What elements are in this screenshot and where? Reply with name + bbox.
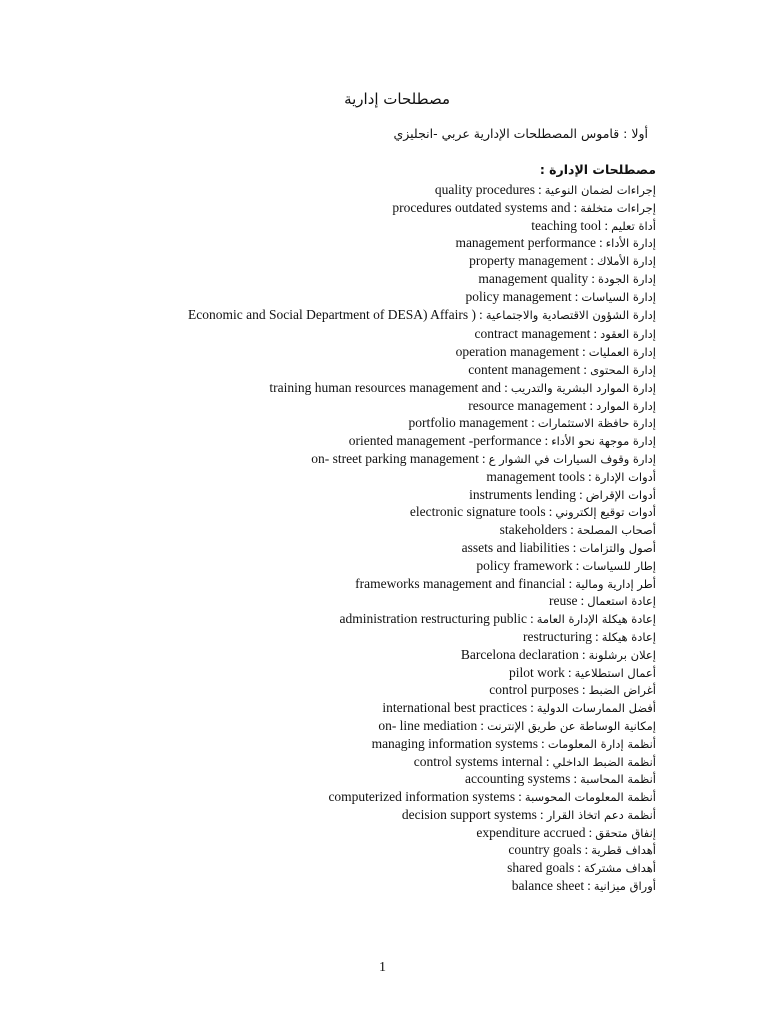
arabic-term: أنظمة إدارة المعلومات — [547, 736, 656, 751]
glossary-entry — [116, 823, 656, 841]
term-separator: : — [591, 270, 596, 286]
glossary-entry — [116, 752, 656, 770]
term-separator: : — [584, 842, 589, 858]
english-term: decision support systems — [401, 806, 537, 822]
glossary-entry — [116, 609, 656, 627]
english-term: Economic and Social Department of DESA) Affairs ) — [187, 306, 477, 322]
english-term: balance sheet — [511, 878, 585, 894]
term-separator: : — [479, 306, 483, 322]
glossary-entry — [116, 502, 656, 520]
arabic-term: أدوات توقيع إلكتروني — [555, 505, 656, 520]
english-term: training human resources management and — [269, 379, 502, 395]
arabic-term: أفضل الممارسات الدولية — [536, 701, 656, 716]
term-separator: : — [588, 468, 592, 484]
glossary-entry — [116, 520, 656, 538]
page-title: مصطلحات إدارية — [344, 90, 450, 108]
english-term: pilot work — [509, 664, 565, 680]
glossary-entry — [116, 251, 656, 269]
arabic-term: إعادة هيكلة — [601, 629, 656, 644]
glossary-entry — [116, 324, 656, 342]
english-term: control systems internal — [413, 753, 543, 769]
english-term: accounting systems — [465, 771, 571, 787]
term-separator: : — [604, 217, 609, 233]
arabic-term: أدوات الإقراض — [585, 487, 656, 502]
english-term: stakeholders — [499, 522, 568, 538]
arabic-term: إدارة الأملاك — [597, 254, 656, 269]
glossary-entry — [116, 556, 656, 574]
arabic-term: إجراءات متخلفة — [580, 200, 656, 215]
english-term: operation management — [455, 344, 579, 360]
arabic-term: أنظمة المعلومات المحوسبة — [524, 790, 656, 805]
arabic-term: إدارة العقود — [600, 327, 656, 342]
english-term: policy framework — [476, 557, 573, 573]
arabic-term: أنظمة المحاسبة — [580, 772, 656, 787]
glossary-entry — [116, 769, 656, 787]
glossary-entry — [116, 467, 656, 485]
glossary-entry — [116, 645, 656, 663]
arabic-term: إدارة الموارد البشرية والتدريب — [510, 380, 656, 395]
arabic-term: أصحاب المصلحة — [576, 523, 656, 538]
arabic-term: أطر إدارية ومالية — [575, 576, 656, 591]
term-separator: : — [574, 288, 579, 304]
glossary-entry — [116, 216, 656, 234]
arabic-term: أهداف قطرية — [591, 843, 656, 858]
term-separator: : — [590, 253, 594, 269]
arabic-term: أصول والتزامات — [579, 540, 656, 555]
glossary-entry — [116, 734, 656, 752]
glossary-entry — [116, 627, 656, 645]
english-term: reuse — [549, 593, 578, 609]
arabic-term: إعلان برشلونة — [588, 647, 656, 662]
english-term: property management — [469, 253, 588, 269]
glossary-entry — [116, 360, 656, 378]
arabic-term: إمكانية الوساطة عن طريق الإنترنت — [487, 718, 656, 733]
arabic-term: إدارة المحتوى — [590, 362, 656, 377]
arabic-term: أهداف مشتركة — [584, 861, 656, 876]
term-separator: : — [581, 646, 586, 662]
term-separator: : — [599, 235, 603, 251]
arabic-term: أوراق ميزانية — [593, 879, 656, 894]
english-term: teaching tool — [531, 217, 602, 233]
glossary-entry — [116, 805, 656, 823]
term-separator: : — [531, 415, 535, 431]
english-term: computerized information systems — [328, 789, 516, 805]
arabic-term: إجراءات لضمان النوعية — [544, 183, 656, 197]
term-separator: : — [481, 450, 486, 466]
arabic-term: أداة تعليم — [611, 218, 656, 233]
term-separator: : — [575, 557, 580, 573]
english-term: shared goals — [507, 860, 575, 876]
glossary-entry — [116, 485, 656, 503]
glossary-entry — [116, 663, 656, 681]
section-heading: مصطلحات الإدارة : — [539, 162, 656, 177]
term-separator: : — [530, 700, 534, 716]
term-separator: : — [539, 806, 544, 822]
english-term: quality procedures — [434, 182, 535, 197]
intro-line: أولا : قاموس المصطلحات الإدارية عربي -انجليزي — [393, 126, 648, 141]
term-separator: : — [587, 878, 591, 894]
term-separator: : — [545, 753, 550, 769]
term-separator: : — [504, 379, 508, 395]
arabic-term: إدارة الموارد — [596, 398, 656, 413]
glossary-entry — [116, 449, 656, 467]
term-separator: : — [573, 771, 578, 787]
term-separator: : — [589, 397, 594, 413]
english-term: procedures outdated systems and — [392, 199, 571, 215]
english-term: on- line mediation — [378, 717, 478, 733]
english-term: frameworks management and financial — [355, 575, 566, 591]
arabic-term: إدارة الجودة — [598, 271, 656, 286]
glossary-entry — [116, 431, 656, 449]
arabic-term: إعادة استعمال — [587, 594, 656, 609]
english-term: resource management — [468, 397, 587, 413]
english-term: Barcelona declaration — [460, 646, 579, 662]
english-term: oriented management -performance — [348, 433, 542, 449]
term-separator: : — [593, 326, 598, 342]
term-separator: : — [570, 522, 574, 538]
arabic-term: أغراض الضبط — [588, 683, 656, 698]
glossary-entry — [116, 378, 656, 396]
arabic-term: إعادة هيكلة الإدارة العامة — [536, 612, 656, 627]
english-term: policy management — [465, 288, 572, 304]
english-term: electronic signature tools — [409, 504, 546, 520]
english-term: management quality — [478, 270, 589, 286]
glossary-entry — [116, 269, 656, 287]
term-separator: : — [580, 593, 585, 609]
arabic-term: أنظمة دعم اتخاذ القرار — [546, 807, 656, 822]
glossary-entry — [116, 716, 656, 734]
english-term: content management — [468, 361, 581, 377]
english-term: assets and liabilities — [461, 539, 570, 555]
glossary-entry — [116, 591, 656, 609]
arabic-term: أنظمة الضبط الداخلي — [552, 754, 656, 769]
english-term: managing information systems — [371, 735, 539, 751]
glossary-entry — [116, 858, 656, 876]
glossary-entry — [116, 396, 656, 414]
arabic-term: إدارة السياسات — [581, 289, 656, 304]
glossary-entry — [116, 574, 656, 592]
term-separator: : — [518, 789, 522, 805]
english-term: administration restructuring public — [339, 611, 527, 627]
glossary-entry — [116, 698, 656, 716]
term-separator: : — [537, 182, 542, 197]
glossary-entry — [116, 840, 656, 858]
term-separator: : — [541, 735, 545, 751]
english-term: international best practices — [382, 700, 528, 716]
glossary-entry — [116, 680, 656, 698]
english-term: on- street parking management — [311, 450, 479, 466]
term-separator: : — [544, 433, 549, 449]
english-term: portfolio management — [408, 415, 529, 431]
page-number: 1 — [379, 960, 386, 975]
glossary-entry — [116, 413, 656, 431]
english-term: restructuring — [523, 628, 592, 644]
glossary-entry — [116, 180, 656, 198]
arabic-term: إدارة الشؤون الاقتصادية والاجتماعية — [485, 307, 656, 322]
glossary-entry — [116, 198, 656, 216]
term-separator: : — [577, 860, 582, 876]
term-separator: : — [595, 628, 599, 644]
term-separator: : — [588, 824, 593, 840]
term-separator: : — [548, 504, 553, 520]
english-term: management tools — [486, 468, 586, 484]
arabic-term: إطار للسياسات — [582, 558, 656, 573]
arabic-term: إدارة وقوف السيارات في الشوار ع — [488, 451, 656, 466]
term-separator: : — [572, 539, 577, 555]
glossary-entry — [116, 287, 656, 305]
term-separator: : — [573, 199, 578, 215]
arabic-term: إدارة موجهة نحو الأداء — [551, 434, 656, 449]
glossary-entry — [116, 305, 656, 325]
term-separator: : — [480, 717, 485, 733]
glossary-entry — [116, 233, 656, 251]
english-term: contract management — [474, 326, 591, 342]
arabic-term: إدارة حافظة الاستثمارات — [537, 416, 656, 431]
arabic-term: إدارة العمليات — [588, 345, 656, 360]
english-term: control purposes — [489, 682, 579, 698]
glossary-entry — [116, 538, 656, 556]
glossary-list — [116, 180, 656, 894]
term-separator: : — [568, 575, 573, 591]
term-separator: : — [581, 344, 586, 360]
glossary-entry — [116, 876, 656, 894]
glossary-entry — [116, 342, 656, 360]
term-separator: : — [529, 611, 534, 627]
arabic-term: إنفاق متحقق — [595, 825, 656, 840]
arabic-term: أدوات الإدارة — [594, 469, 656, 484]
term-separator: : — [578, 486, 583, 502]
english-term: management performance — [455, 235, 596, 251]
term-separator: : — [583, 361, 588, 377]
arabic-term: أعمال استطلاعية — [574, 665, 656, 680]
arabic-term: إدارة الأداء — [605, 236, 656, 251]
term-separator: : — [581, 682, 586, 698]
english-term: instruments lending — [469, 486, 576, 502]
english-term: expenditure accrued — [476, 824, 586, 840]
glossary-entry — [116, 787, 656, 805]
english-term: country goals — [508, 842, 582, 858]
term-separator: : — [567, 664, 572, 680]
